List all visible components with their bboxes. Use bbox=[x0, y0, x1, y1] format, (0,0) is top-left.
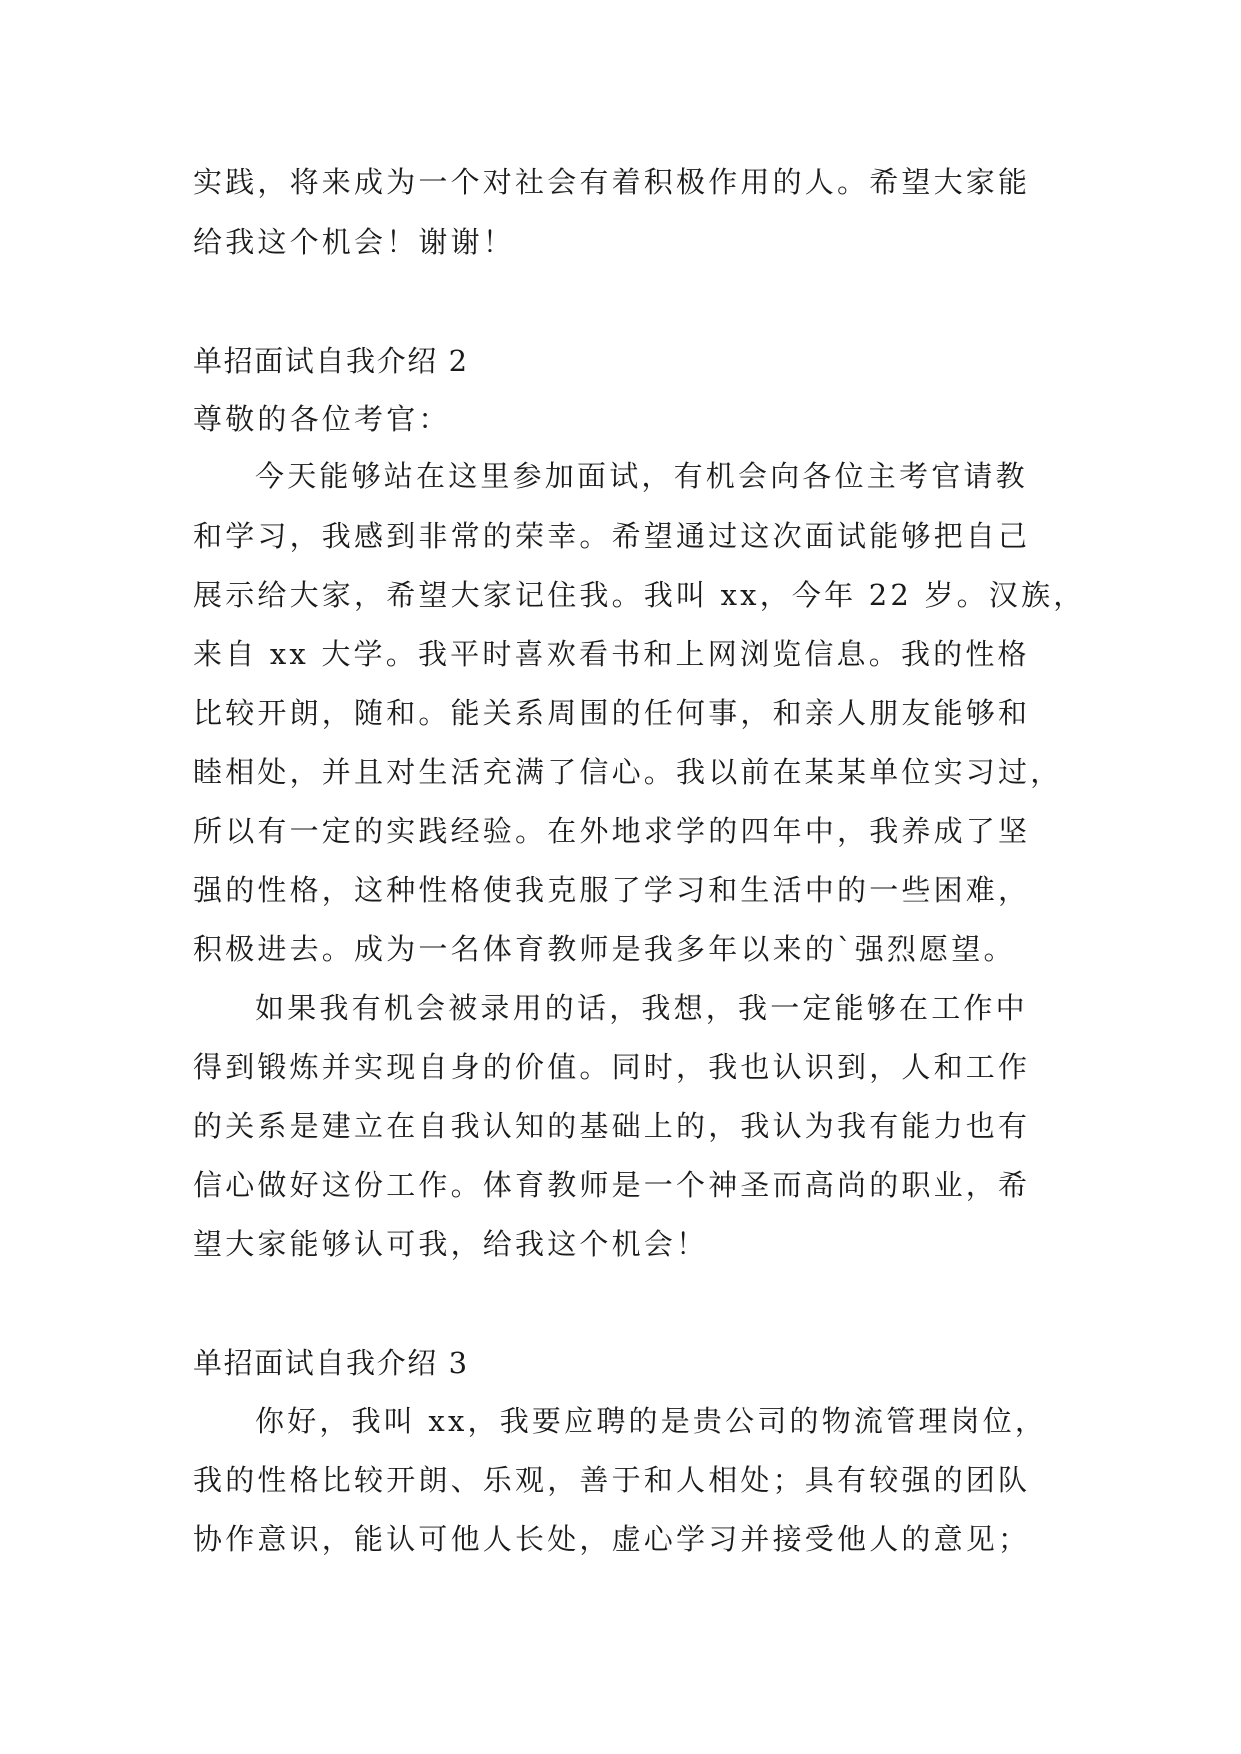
paragraph-line: 展示给大家，希望大家记住我。我叫 xx，今年 22 岁。汉族， bbox=[193, 578, 1086, 612]
paragraph-line: 信心做好这份工作。体育教师是一个神圣而高尚的职业，希 bbox=[193, 1168, 1031, 1202]
section-title: 单招面试自我介绍 3 bbox=[193, 1346, 469, 1380]
paragraph-line: 比较开朗，随和。能关系周围的任何事，和亲人朋友能够和 bbox=[193, 696, 1031, 730]
paragraph-line: 睦相处，并且对生活充满了信心。我以前在某某单位实习过， bbox=[193, 755, 1063, 789]
salutation: 尊敬的各位考官： bbox=[193, 402, 451, 436]
paragraph-line: 和学习，我感到非常的荣幸。希望通过这次面试能够把自己 bbox=[193, 519, 1031, 553]
paragraph-line: 积极进去。成为一名体育教师是我多年以来的`强烈愿望。 bbox=[193, 932, 1016, 966]
paragraph-line: 给我这个机会！谢谢！ bbox=[193, 225, 516, 259]
paragraph-line: 我的性格比较开朗、乐观，善于和人相处；具有较强的团队 bbox=[193, 1463, 1031, 1497]
paragraph-line: 的关系是建立在自我认知的基础上的，我认为我有能力也有 bbox=[193, 1109, 1031, 1143]
paragraph-line: 今天能够站在这里参加面试，有机会向各位主考官请教 bbox=[255, 459, 1028, 493]
paragraph-line: 如果我有机会被录用的话，我想，我一定能够在工作中 bbox=[255, 991, 1028, 1025]
paragraph-line: 实践，将来成为一个对社会有着积极作用的人。希望大家能 bbox=[193, 165, 1031, 199]
paragraph-line: 来自 xx 大学。我平时喜欢看书和上网浏览信息。我的性格 bbox=[193, 637, 1030, 671]
paragraph-line: 望大家能够认可我，给我这个机会！ bbox=[193, 1227, 709, 1261]
paragraph-line: 所以有一定的实践经验。在外地求学的四年中，我养成了坚 bbox=[193, 814, 1031, 848]
paragraph-line: 协作意识，能认可他人长处，虚心学习并接受他人的意见； bbox=[193, 1522, 1031, 1556]
paragraph-line: 得到锻炼并实现自身的价值。同时，我也认识到，人和工作 bbox=[193, 1050, 1031, 1084]
section-title: 单招面试自我介绍 2 bbox=[193, 344, 469, 378]
paragraph-line: 你好，我叫 xx，我要应聘的是贵公司的物流管理岗位， bbox=[255, 1404, 1048, 1438]
paragraph-line: 强的性格，这种性格使我克服了学习和生活中的一些困难， bbox=[193, 873, 1031, 907]
